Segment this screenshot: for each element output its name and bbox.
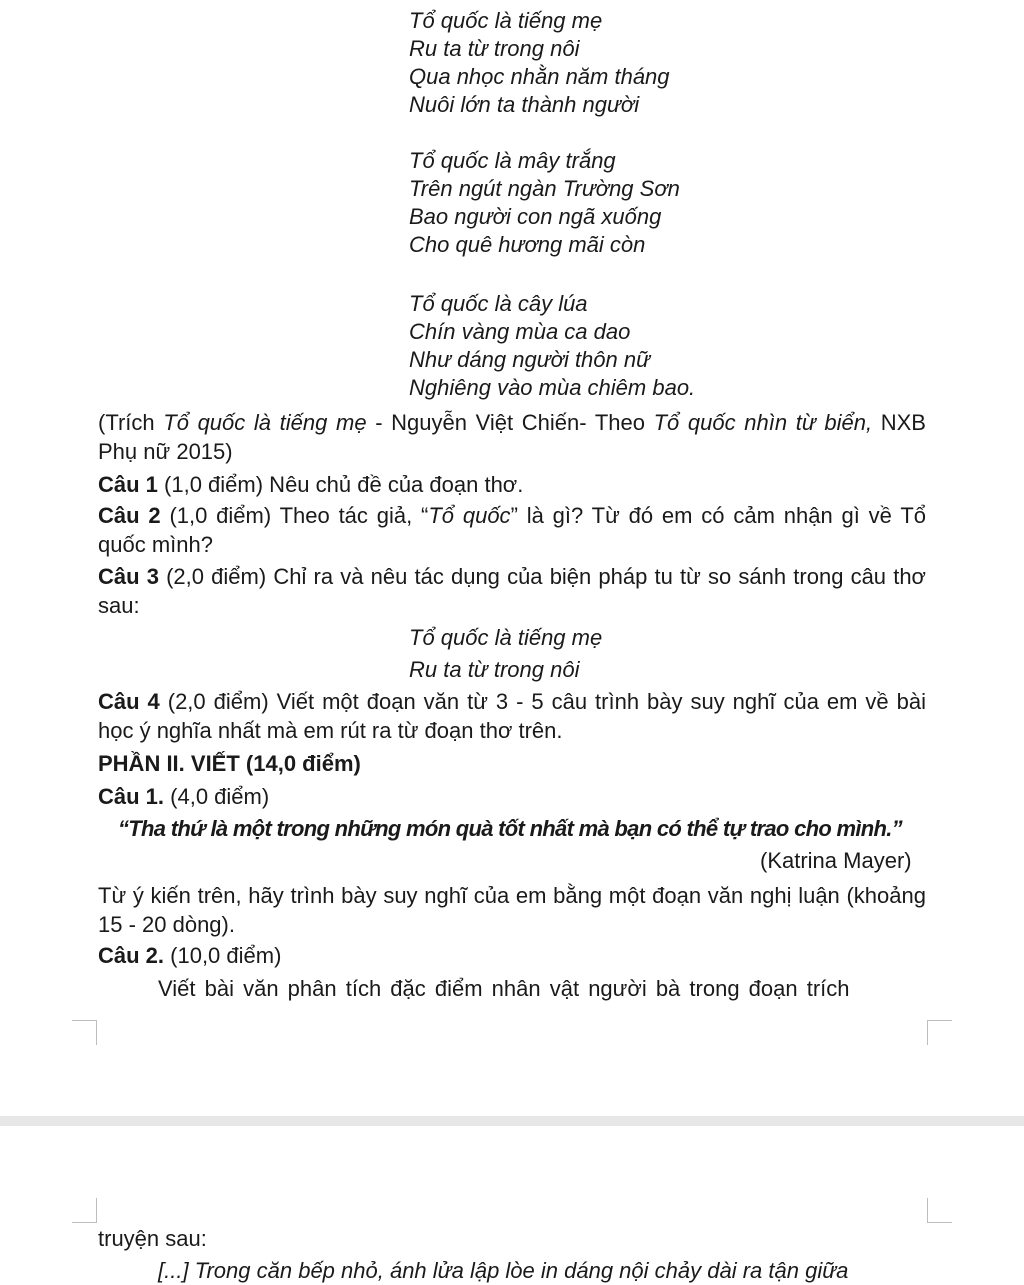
poem-line: Nuôi lớn ta thành người [409,92,640,117]
question-1-text: (1,0 điểm) Nêu chủ đề của đoạn thơ. [157,472,524,497]
poem-stanza-2 [409,147,680,259]
writing-question-1 [98,782,269,811]
poem-stanza-3 [409,290,695,402]
poem-line: Tổ quốc là tiếng mẹ [409,8,603,33]
question-3-label: Câu 3 [98,564,159,589]
quote-line: Ru ta từ trong nôi [409,657,580,682]
citation-author: - Nguyễn Việt Chiến- Theo [366,410,654,435]
writing-question-2-task-end: truyện sau: [98,1226,207,1251]
crop-mark-bottom-left [72,1020,97,1045]
question-2-term: Tổ quốc [428,503,511,528]
crop-mark-top-right [927,1198,952,1223]
question-3 [98,562,926,620]
poem-line: Qua nhọc nhằn năm tháng [409,64,670,89]
poem-line: Bao người con ngã xuống [409,204,662,229]
writing-question-1-points: (4,0 điểm) [164,784,270,809]
citation-poem-title: Tổ quốc là tiếng mẹ [163,410,367,435]
citation-book-title: Tổ quốc nhìn từ biển, [653,410,873,435]
quote-author: (Katrina Mayer) [760,848,912,873]
poem-line: Tổ quốc là mây trắng [409,148,616,173]
question-1-label: Câu 1 [98,472,158,497]
crop-mark-bottom-right [927,1020,952,1045]
writing-question-2-points: (10,0 điểm) [164,943,282,968]
question-4 [98,687,926,745]
poem-stanza-1 [409,7,670,119]
question-4-text: (2,0 điểm) Viết một đoạn văn từ 3 - 5 câu trình bày suy nghĩ của em về bài học ý nghĩa nhất mà em rút ra từ đoạn thơ trên. [98,689,926,743]
crop-mark-top-left [72,1198,97,1223]
question-3-quote [409,622,602,686]
question-2-text-end: ” là gì? Từ đó em có cảm nhận gì về Tổ quốc mình? [98,503,926,557]
citation-publisher: NXB Phụ nữ 2015) [98,410,926,464]
forgiveness-quote: “Tha thứ là một trong những món quà tốt nhất mà bạn có thể tự trao cho mình.” [118,816,902,841]
question-2-text-start: (1,0 điểm) Theo tác giả, “ [160,503,429,528]
part-2-heading: PHẦN II. VIẾT (14,0 điểm) [98,751,361,776]
story-excerpt: [...] Trong căn bếp nhỏ, ánh lửa lập lòe in dáng nội chảy dài ra tận giữa [158,1258,849,1283]
question-2-label: Câu 2 [98,503,161,528]
source-citation [98,408,926,466]
poem-line: Cho quê hương mãi còn [409,232,646,257]
writing-question-2-task-start: Viết bài văn phân tích đặc điểm nhân vật người bà trong đoạn trích [158,976,850,1001]
writing-question-2 [98,941,281,970]
quote-line: Tổ quốc là tiếng mẹ [409,625,603,650]
writing-question-2-label: Câu 2. [98,943,165,968]
page-break [0,1116,1024,1126]
question-1 [98,470,926,499]
question-4-label: Câu 4 [98,689,160,714]
writing-question-1-task: Từ ý kiến trên, hãy trình bày suy nghĩ của em bằng một đoạn văn nghị luận (khoảng 15 - 20 dòng). [98,883,926,937]
poem-line: Ru ta từ trong nôi [409,36,580,61]
poem-line: Nghiêng vào mùa chiêm bao. [409,375,696,400]
citation-prefix: (Trích [98,410,164,435]
poem-line: Như dáng người thôn nữ [409,347,651,372]
writing-question-1-label: Câu 1. [98,784,165,809]
question-2 [98,501,926,559]
poem-line: Trên ngút ngàn Trường Sơn [409,176,680,201]
poem-line: Chín vàng mùa ca dao [409,319,631,344]
question-3-text: (2,0 điểm) Chỉ ra và nêu tác dụng của biện pháp tu từ so sánh trong câu thơ sau: [98,564,926,618]
poem-line: Tổ quốc là cây lúa [409,291,588,316]
